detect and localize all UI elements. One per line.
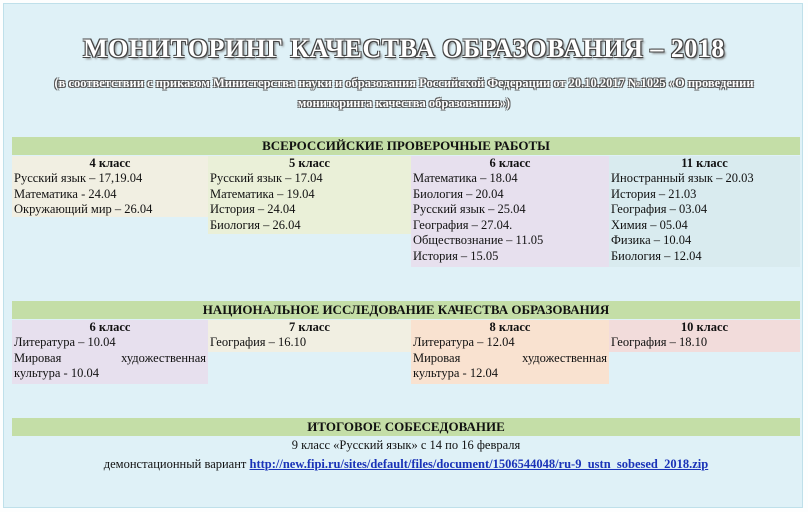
vpr-item: Иностранный язык – 20.03 bbox=[611, 171, 754, 185]
vpr-item: История – 21.03 bbox=[611, 186, 697, 201]
niko-item: культура - 10.04 bbox=[14, 366, 99, 380]
vpr-item: Математика – 18.04 bbox=[413, 171, 518, 185]
vpr-item: История – 24.04 bbox=[210, 202, 296, 216]
niko-col-8 bbox=[411, 320, 609, 384]
vpr-item: География – 03.04 bbox=[611, 202, 708, 216]
niko-item: Литература – 12.04 bbox=[413, 335, 515, 349]
vpr-item: География – 27.04. bbox=[413, 217, 513, 232]
vpr-item: Математика – 19.04 bbox=[210, 186, 315, 201]
vpr-grade-4: 4 класс bbox=[89, 156, 131, 170]
vpr-col-11 bbox=[609, 156, 800, 267]
niko-grade-10: 10 класс bbox=[680, 320, 729, 334]
interview-demo-line bbox=[12, 456, 800, 472]
niko-heading: НАЦИОНАЛЬНОЕ ИССЛЕДОВАНИЕ КАЧЕСТВА ОБРАЗОВАНИЯ bbox=[12, 301, 800, 319]
niko-item: культура - 12.04 bbox=[413, 366, 498, 380]
niko-wrap-word: Мировая bbox=[14, 350, 62, 365]
niko-col-10 bbox=[609, 320, 800, 352]
niko-item: География – 16.10 bbox=[210, 335, 307, 349]
vpr-item: Русский язык – 25.04 bbox=[413, 202, 526, 216]
vpr-col-6 bbox=[411, 156, 609, 267]
demo-label: демонстационный вариант bbox=[103, 457, 247, 471]
niko-wrap-word: художественная bbox=[121, 350, 206, 365]
vpr-item: История – 15.05 bbox=[413, 248, 499, 263]
niko-grade-7: 7 класс bbox=[289, 320, 330, 334]
niko-item-wrap bbox=[413, 351, 607, 367]
niko-grade-6: 6 класс bbox=[89, 320, 131, 334]
vpr-heading: ВСЕРОССИЙСКИЕ ПРОВЕРОЧНЫЕ РАБОТЫ bbox=[12, 137, 800, 155]
niko-item: География – 18.10 bbox=[611, 335, 708, 349]
vpr-item: Физика – 10.04 bbox=[611, 233, 692, 247]
page-title: МОНИТОРИНГ КАЧЕСТВА ОБРАЗОВАНИЯ – 2018 bbox=[83, 34, 725, 63]
interview-heading: ИТОГОВОЕ СОБЕСЕДОВАНИЕ bbox=[12, 418, 800, 436]
vpr-item: Химия – 05.04 bbox=[611, 217, 688, 232]
vpr-item: Биология – 20.04 bbox=[413, 186, 504, 201]
vpr-grade-11: 11 класс bbox=[681, 156, 728, 170]
niko-col-6 bbox=[12, 320, 208, 384]
vpr-item: Русский язык – 17,19.04 bbox=[14, 171, 143, 185]
vpr-item: Окружающий мир – 26.04 bbox=[14, 202, 153, 216]
vpr-item: Обществознание – 11.05 bbox=[413, 233, 544, 247]
niko-col-7 bbox=[208, 320, 411, 352]
page-subtitle: (в соответствии с приказом Министерства науки и образования Российской Федерации от 20.10.2017 №1025 «О проведении мониторинга качества образования») bbox=[54, 76, 754, 110]
niko-item: Литература – 10.04 bbox=[14, 335, 116, 349]
vpr-item: Биология – 26.04 bbox=[210, 217, 301, 232]
niko-grade-8: 8 класс bbox=[489, 320, 531, 334]
vpr-grade-5: 5 класс bbox=[289, 156, 330, 170]
vpr-grade-6: 6 класс bbox=[489, 156, 531, 170]
interview-line: 9 класс «Русский язык» с 14 по 16 февраля bbox=[291, 438, 521, 452]
vpr-item: Биология – 12.04 bbox=[611, 248, 702, 263]
niko-item-wrap bbox=[14, 351, 206, 367]
vpr-col-5 bbox=[208, 156, 411, 234]
demo-link[interactable]: http://new.fipi.ru/sites/default/files/document/1506544048/ru-9_ustn_sobesed_2018.zip bbox=[249, 457, 709, 471]
niko-wrap-word: Мировая bbox=[413, 350, 461, 365]
vpr-item: Математика - 24.04 bbox=[14, 186, 117, 201]
vpr-col-4 bbox=[12, 156, 208, 217]
niko-wrap-word: художественная bbox=[522, 350, 607, 365]
vpr-item: Русский язык – 17.04 bbox=[210, 171, 323, 185]
